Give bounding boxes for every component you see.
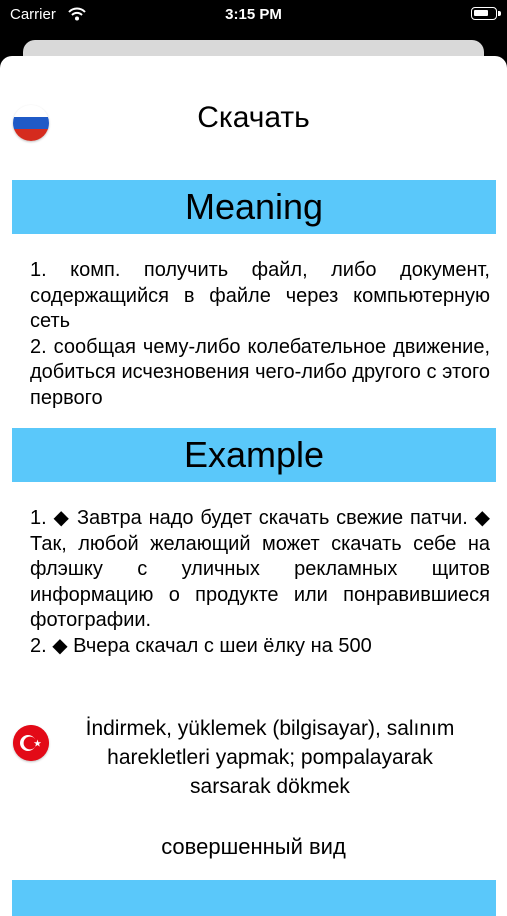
turkish-flag-icon bbox=[13, 725, 49, 761]
example-text: 1. ◆ Завтра надо будет скачать свежие патчи. ◆ Так, любой желающий может скачать себе на флэшку с уличных рекламных щитов информацию о продукте или понравившиеся фотографии. 2. ◆ Вчера скачал с шеи ёлку на 500 bbox=[30, 507, 490, 657]
carrier-label: Carrier bbox=[10, 6, 56, 23]
status-bar bbox=[0, 0, 507, 32]
word-title: Скачать bbox=[197, 101, 310, 134]
example-header: Example bbox=[12, 428, 496, 482]
aspect-label: совершенный вид bbox=[161, 834, 346, 859]
meaning-text-block bbox=[30, 258, 490, 410]
word-detail-sheet[interactable] bbox=[0, 56, 507, 916]
meaning-header: Meaning bbox=[12, 180, 496, 234]
meaning-text: 1. комп. получить файл, либо документ, содержащийся в файле через компьютерную сеть 2. сообщая чему-либо колебательное движение, добиться исчезновения чего-либо другого с этого первого bbox=[30, 259, 490, 409]
russian-flag-icon bbox=[13, 105, 49, 141]
battery-icon bbox=[471, 7, 497, 20]
next-section-header bbox=[12, 880, 496, 916]
example-text-block[interactable] bbox=[30, 506, 490, 664]
turkish-translation: İndirmek, yüklemek (bilgisayar), salınım harekletleri yapmak; pompalayarak sarsarak dökmek bbox=[85, 717, 455, 798]
status-time: 3:15 PM bbox=[225, 6, 282, 23]
battery-tip bbox=[498, 11, 501, 16]
